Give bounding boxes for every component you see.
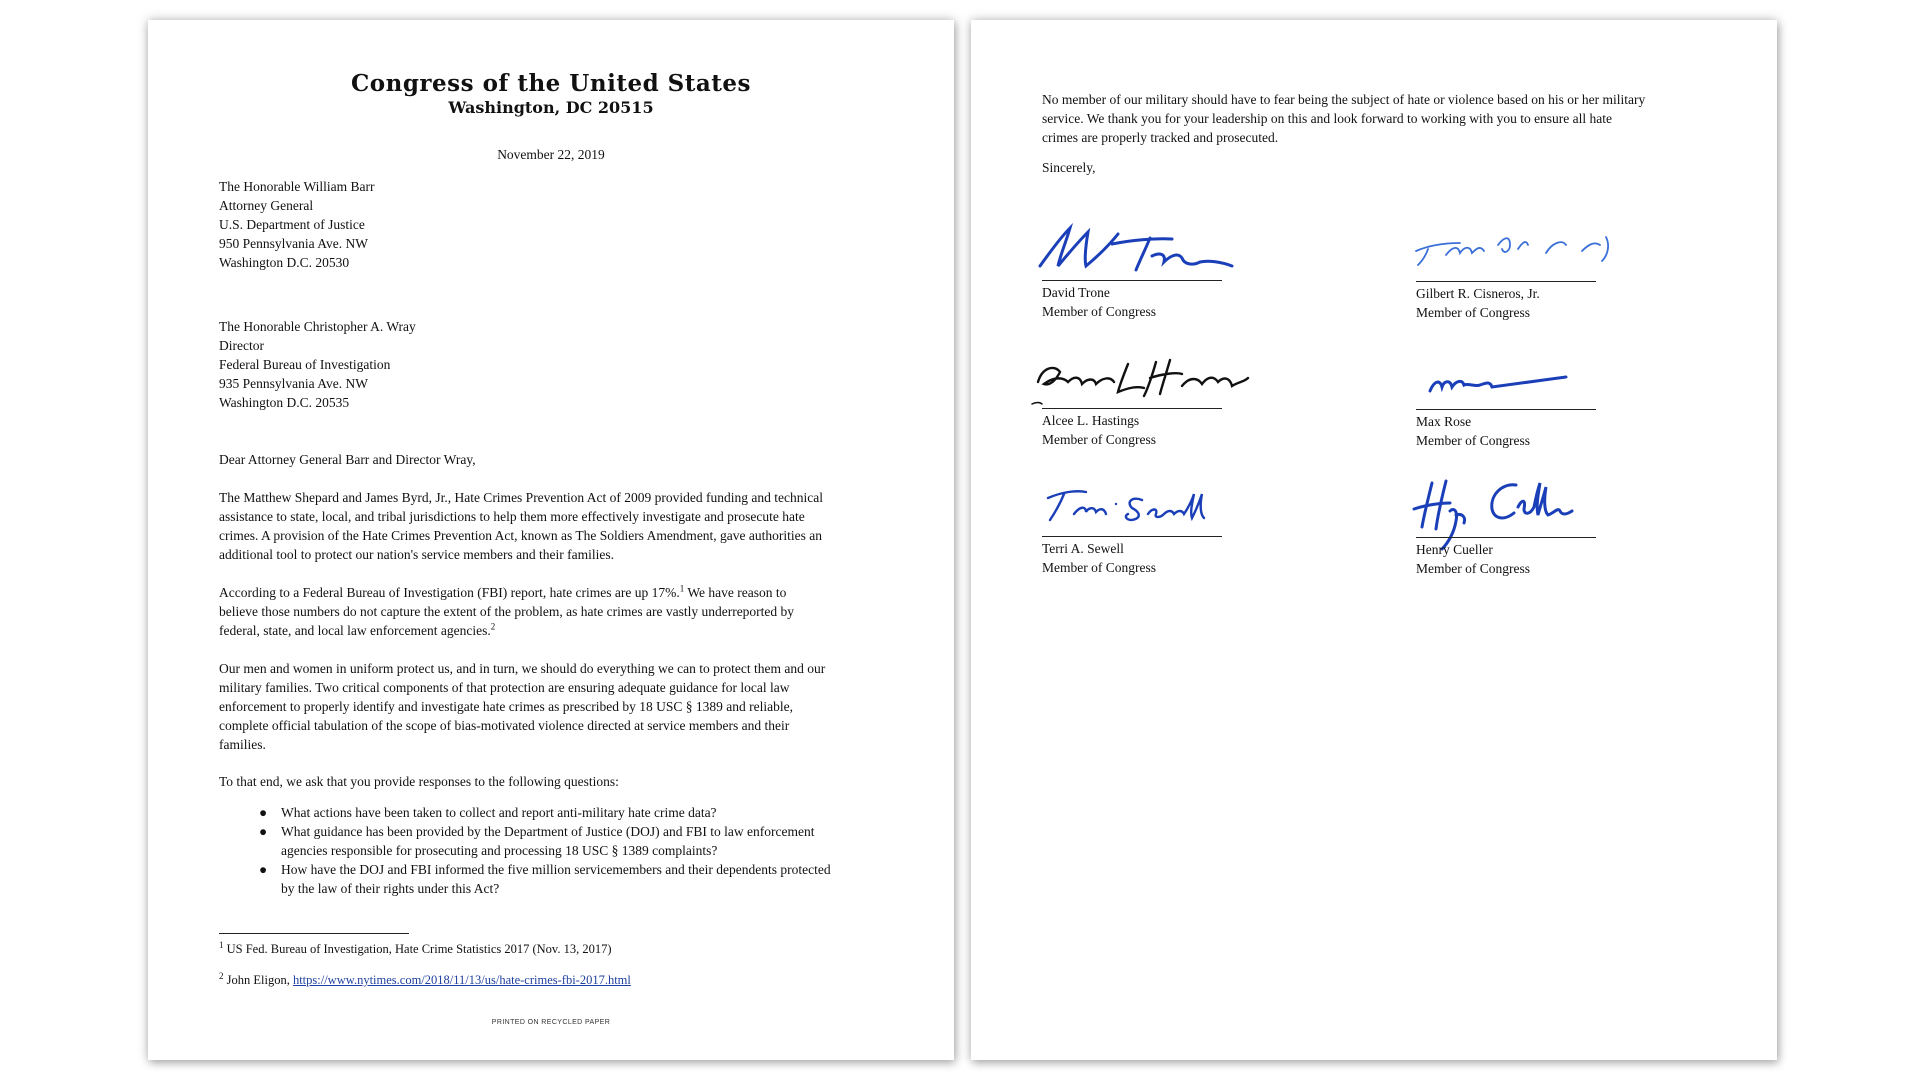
recipient-2-line: Washington D.C. 20535 (219, 395, 350, 410)
signatory-name: Henry Cueller (1416, 542, 1493, 557)
signature-line (1042, 536, 1222, 537)
footnote-2: $^2$ John Eligon, https://www.nytimes.com/2018/11/13/us/hate-crimes-fbi-2017.html (219, 970, 631, 987)
closing-paragraph (1042, 90, 1645, 147)
bullet-icon: ● (259, 805, 268, 820)
signature-cisneros (1406, 215, 1636, 295)
paragraph-line: federal, state, and local law enforcement agencies.$^2$ (219, 621, 496, 638)
list-item: ● What guidance has been provided by the Department of Justice (DOJ) and FBI to law enforcement agencies responsible for prosecuting and processing 18 USC § 1389 complaints? (259, 824, 815, 858)
recipient-2-line: Director (219, 338, 264, 353)
signatory-name: Gilbert R. Cisneros, Jr. (1416, 286, 1540, 301)
recipient-2-line: Federal Bureau of Investigation (219, 357, 391, 372)
paragraph-line: Our men and women in uniform protect us, and in turn, we should do everything we can to protect them and our (219, 661, 826, 676)
signatory-name: Terri A. Sewell (1042, 541, 1124, 556)
letter-page-2 (971, 20, 1777, 1060)
question-list (219, 803, 831, 898)
letter-date: November 22, 2019 (497, 147, 605, 162)
signature-line (1416, 537, 1596, 538)
bullet-icon: ● (259, 862, 268, 877)
paragraph-line: believe those numbers do not capture the extent of the problem, as hate crimes are vastly underreported by (219, 604, 795, 619)
paragraph-line: complete official tabulation of the scope of bias-motivated violence directed at service members and their (219, 718, 790, 733)
paragraph-line: No member of our military should have to fear being the subject of hate or violence based on his or her military (1042, 92, 1646, 107)
signatory-name: David Trone (1042, 285, 1110, 300)
signatory-role: Member of Congress (1416, 305, 1530, 320)
signature-line (1042, 280, 1222, 281)
paragraph-2 (219, 583, 859, 640)
recipient-1 (219, 177, 375, 272)
recipient-1-line: Washington D.C. 20530 (219, 255, 350, 270)
letterhead-subtitle: Washington, DC 20515 (448, 98, 654, 117)
paragraph-line: According to a Federal Bureau of Investigation (FBI) report, hate crimes are up 17%.$^1$ We have reason to (219, 583, 787, 600)
recipient-1-line: U.S. Department of Justice (219, 217, 365, 232)
signatory-role: Member of Congress (1416, 561, 1530, 576)
paragraph-1 (219, 488, 859, 564)
signature-rose (1406, 343, 1636, 423)
footnote-1: $^1$ US Fed. Bureau of Investigation, Hate Crime Statistics 2017 (Nov. 13, 2017) (219, 939, 612, 956)
letter-page-1 (148, 20, 954, 1060)
recipient-2 (219, 317, 416, 412)
signatory-role: Member of Congress (1042, 432, 1156, 447)
signatory-name: Max Rose (1416, 414, 1472, 429)
list-item: ● How have the DOJ and FBI informed the five million servicemembers and their dependents protected by the law of their rights under this Act? (259, 862, 831, 896)
paragraph-line: enforcement to properly identify and investigate hate crimes as prescribed by 18 USC § 1389 and reliable, (219, 699, 793, 714)
signatory-name: Alcee L. Hastings (1042, 413, 1140, 428)
recycled-paper-note: PRINTED ON RECYCLED PAPER (491, 1019, 611, 1026)
signature-line (1416, 409, 1596, 410)
footnote-ref: 2 (490, 621, 496, 632)
paragraph-line: crimes. A provision of the Hate Crimes Prevention Act, known as The Soldiers Amendment, gave authorities an (219, 528, 823, 543)
recipient-1-line: The Honorable William Barr (219, 179, 375, 194)
recipient-2-line: The Honorable Christopher A. Wray (219, 319, 416, 334)
paragraph-line: additional tool to protect our nation's service members and their families. (219, 547, 614, 562)
recipient-1-line: Attorney General (219, 198, 314, 213)
footnote-link[interactable]: https://www.nytimes.com/2018/11/13/us/hate-crimes-fbi-2017.html (292, 973, 631, 987)
signature-cueller (1406, 471, 1636, 551)
paragraph-line: military families. Two critical components of that protection are ensuring adequate guidance for local law (219, 680, 790, 695)
list-item: ● What actions have been taken to collect and report anti-military hate crime data? (259, 805, 717, 820)
paragraph-line: crimes are properly tracked and prosecuted. (1042, 130, 1279, 145)
signature-trone (1032, 214, 1262, 294)
paragraph-4: To that end, we ask that you provide responses to the following questions: (219, 774, 619, 789)
paragraph-line: families. (219, 737, 266, 752)
bullet-icon: ● (259, 824, 268, 839)
signature-sewell (1032, 470, 1262, 550)
letterhead (148, 70, 954, 118)
paragraph-3 (219, 659, 859, 754)
signatory-role: Member of Congress (1042, 560, 1156, 575)
signature-hastings (1032, 342, 1262, 422)
salutation: Dear Attorney General Barr and Director Wray, (219, 452, 476, 467)
sign-off: Sincerely, (1042, 160, 1096, 175)
signature-line (1416, 281, 1596, 282)
recipient-1-line: 950 Pennsylvania Ave. NW (219, 236, 368, 251)
recipient-2-line: 935 Pennsylvania Ave. NW (219, 376, 368, 391)
paragraph-line: service. We thank you for your leadership on this and look forward to working with you to ensure all hate (1042, 111, 1613, 126)
signatory-role: Member of Congress (1042, 304, 1156, 319)
signature-line (1042, 408, 1222, 409)
footnote-divider (219, 933, 409, 934)
paragraph-line: assistance to state, local, and tribal jurisdictions to help them more effectively investigate and prosecute hate (219, 509, 805, 524)
signatory-role: Member of Congress (1416, 433, 1530, 448)
footnote-ref: 1 (679, 583, 685, 594)
letterhead-title: Congress of the United States (350, 70, 752, 97)
paragraph-line: The Matthew Shepard and James Byrd, Jr., Hate Crimes Prevention Act of 2009 provided funding and technical (219, 490, 823, 505)
